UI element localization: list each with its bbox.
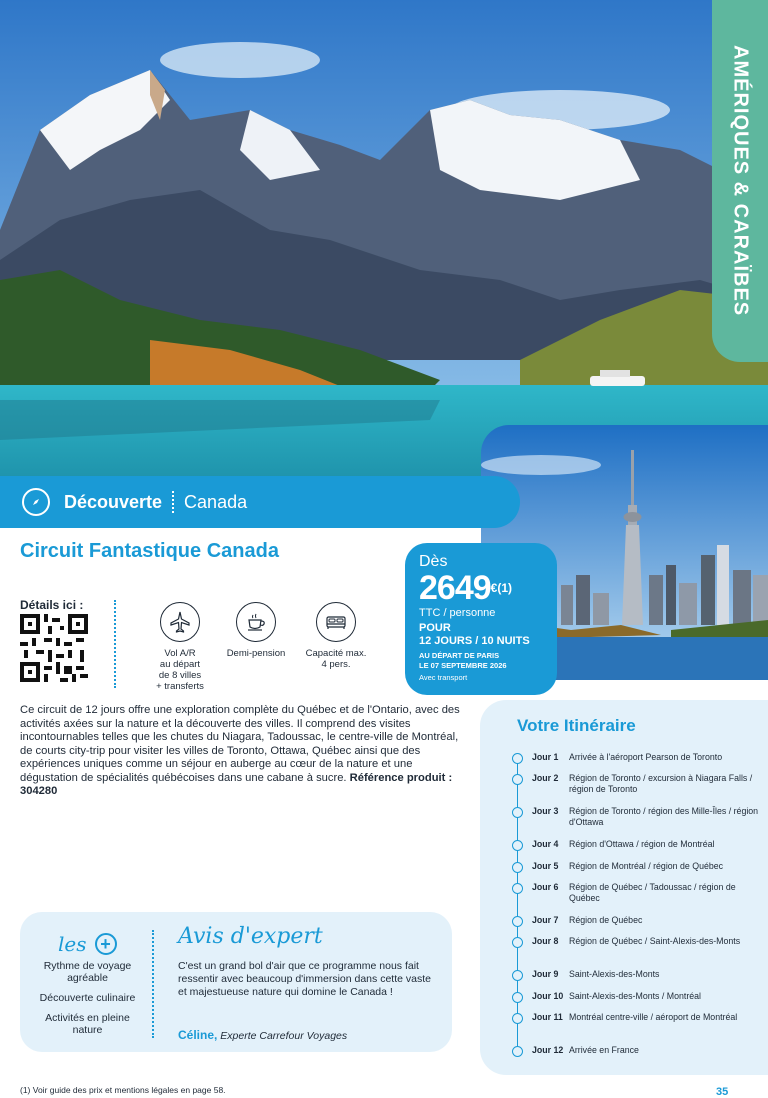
reference-number: 304280	[20, 785, 58, 797]
product-description: Ce circuit de 12 jours offre une exploration complète du Québec et de l'Ontario, avec des activités axées sur la nature et la découverte des villes. Il comprend des visites incontournables telles que les chutes du Niagara, Tadoussac, le centre-ville de Montréal, de courts city-trip pour visiter les villes de Toronto, Ottawa, Québec ainsi que des expériences uniques comme un séjour en auberge au cœur de la nature et une dégustation de spécialités québécoises dans une cabane à sucre. Référence produit : 304280	[20, 704, 460, 797]
feature-capacity	[296, 602, 376, 670]
plane-icon	[160, 602, 200, 642]
compass-icon	[22, 488, 50, 516]
category-divider	[172, 491, 174, 513]
price-departure: AU DÉPART DE PARIS LE 07 SEPTEMBRE 2026	[419, 651, 507, 670]
expert-text: C'est un grand bol d'air que ce programme nous fait ressentir avec beaucoup d'immersion dans cette vaste et majestueuse nature qui domine le Canada !	[178, 960, 431, 998]
reference-label: Référence produit :	[349, 771, 453, 784]
price-from: Dès	[419, 553, 448, 570]
feature-flight	[140, 602, 220, 692]
timeline-dot-icon	[512, 992, 523, 1003]
timeline-dot-icon	[512, 807, 523, 818]
itinerary-title: Votre Itinéraire	[517, 716, 636, 735]
timeline-dot-icon	[512, 970, 523, 981]
region-label: AMÉRIQUES & CARAÏBES	[729, 45, 752, 317]
region-side-tab	[712, 0, 768, 362]
timeline-dot-icon	[512, 753, 523, 764]
pluses-title: les +	[58, 932, 117, 956]
qr-label: Détails ici :	[20, 598, 84, 612]
timeline-dot-icon	[512, 937, 523, 948]
legal-footnote: (1) Voir guide des prix et mentions légales en page 58.	[20, 1085, 226, 1095]
timeline-dot-icon	[512, 840, 523, 851]
plus-item: Rythme de voyage agréable	[43, 960, 132, 984]
price-badge	[405, 543, 557, 695]
timeline-dot-icon	[512, 883, 523, 894]
hero-landscape-image	[0, 0, 768, 490]
feature-flight-label: Vol A/R au départ de 8 villes + transferts	[156, 648, 204, 692]
product-title: Circuit Fantastique Canada	[20, 540, 279, 562]
price-duration: POUR 12 JOURS / 10 NUITS	[419, 622, 530, 647]
price-transport: Avec transport	[419, 673, 468, 682]
highlights-divider	[152, 930, 154, 1038]
plus-item: Activités en pleine nature	[45, 1012, 130, 1036]
category-bar	[0, 476, 520, 528]
plus-icon: +	[95, 933, 117, 955]
itinerary-panel: Votre Itinéraire Jour 1 Arrivée à l'aéroport Pearson de Toronto Jour 2 Région de Toronto / excursion à Niagara Falls / région de Toronto Jour 3 Région de Toronto / région des Mille-Îles / région d'Ottawa Jour 4 Région d'Ottawa / région de Montréal Jour 5 Région de Montréal / région de Québec Jour 6 Région de Québec / Tadoussac / région de Québec Jour 7 Région de Québec Jour 8 Région de Québec / Saint-Alexis-des-Monts Jour 9 Saint-Alexis-des-Monts Jour 10 Saint-Alexis-des-Monts / Montréal Jour 11 Montréal centre-ville / aéroport de Montréal Jour 12 Arrivée en France	[480, 700, 768, 1075]
destination-label: Canada	[184, 491, 248, 512]
page-number: 35	[716, 1086, 729, 1098]
plus-item: Découverte culinaire	[39, 992, 136, 1004]
cup-icon	[236, 602, 276, 642]
timeline-dot-icon	[512, 916, 523, 927]
feature-half-board-label: Demi-pension	[226, 648, 286, 659]
timeline-dot-icon	[512, 1046, 523, 1057]
timeline-dot-icon	[512, 862, 523, 873]
qr-divider	[114, 600, 116, 688]
category-label: Découverte	[64, 491, 163, 512]
feature-half-board	[216, 602, 296, 659]
itinerary-timeline	[517, 758, 518, 1050]
price-amount: $2649^{€(1)}$	[419, 569, 512, 607]
highlights-box	[20, 912, 452, 1052]
bed-icon	[316, 602, 356, 642]
expert-signature: Céline, Experte Carrefour Voyages	[178, 1028, 348, 1042]
feature-capacity-label: Capacité max. 4 pers.	[305, 648, 367, 670]
price-unit: TTC / personne	[419, 607, 496, 619]
timeline-dot-icon	[512, 774, 523, 785]
expert-title: Avis d'expert	[178, 924, 323, 949]
qr-code[interactable]	[20, 614, 88, 682]
timeline-dot-icon	[512, 1013, 523, 1024]
